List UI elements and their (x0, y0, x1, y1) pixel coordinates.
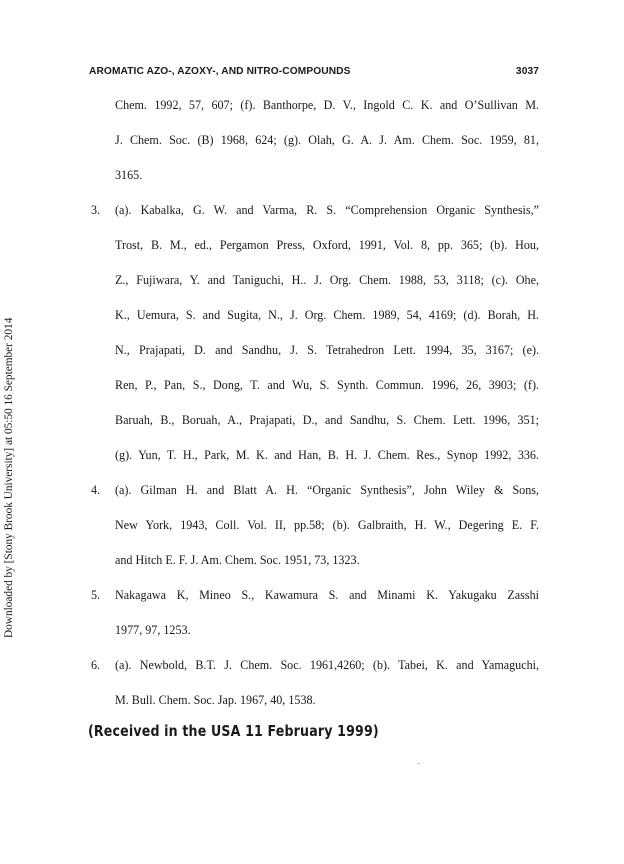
reference-line: 3165. (115, 168, 143, 182)
reference-line: New York, 1943, Coll. Vol. II, pp.58; (b). Galbraith, H. W., Degering E. F. (115, 518, 539, 532)
reference-line: Nakagawa K, Mineo S., Kawamura S. and Minami K. Yakugaku Zasshi (115, 588, 539, 602)
reference-number: 5. (91, 588, 101, 602)
reference-line: N., Prajapati, D. and Sandhu, J. S. Tetrahedron Lett. 1994, 35, 3167; (e). (115, 343, 539, 357)
download-notice (3, 246, 15, 638)
reference-number: 6. (91, 658, 101, 672)
reference-line: and Hitch E. F. J. Am. Chem. Soc. 1951, 73, 1323. (115, 553, 360, 567)
page-number: 3037 (515, 66, 539, 77)
reference-line: (a). Newbold, B.T. J. Chem. Soc. 1961,4260; (b). Tabei, K. and Yamaguchi, (115, 658, 539, 672)
reference-line: Ren, P., Pan, S., Dong, T. and Wu, S. Synth. Commun. 1996, 26, 3903; (f). (115, 378, 539, 392)
running-header (89, 66, 539, 82)
received-date: (Received in the USA 11 February 1999) (88, 722, 379, 740)
running-title: AROMATIC AZO-, AZOXY-, AND NITRO-COMPOUNDS (89, 66, 351, 77)
download-notice-text: Downloaded by [Stony Brook University] at 05:50 16 September 2014 (3, 317, 15, 638)
reference-line: M. Bull. Chem. Soc. Jap. 1967, 40, 1538. (115, 693, 316, 707)
reference-line: (g). Yun, T. H., Park, M. K. and Han, B. H. J. Chem. Res., Synop 1992, 336. (115, 448, 539, 462)
reference-line: Trost, B. M., ed., Pergamon Press, Oxford, 1991, Vol. 8, pp. 365; (b). Hou, (115, 238, 539, 252)
reference-line: K., Uemura, S. and Sugita, N., J. Org. Chem. 1989, 54, 4169; (d). Borah, H. (115, 308, 539, 322)
scan-speck (418, 763, 420, 764)
reference-number: 4. (91, 483, 101, 497)
reference-line: 1977, 97, 1253. (115, 623, 191, 637)
reference-line: Baruah, B., Boruah, A., Prajapati, D., and Sandhu, S. Chem. Lett. 1996, 351; (115, 413, 539, 427)
reference-line: J. Chem. Soc. (B) 1968, 624; (g). Olah, G. A. J. Am. Chem. Soc. 1959, 81, (115, 133, 539, 147)
reference-line: (a). Gilman H. and Blatt A. H. “Organic Synthesis”, John Wiley & Sons, (115, 483, 539, 497)
reference-number: 3. (91, 203, 101, 217)
reference-line: (a). Kabalka, G. W. and Varma, R. S. “Comprehension Organic Synthesis,” (115, 203, 539, 217)
reference-line: Chem. 1992, 57, 607; (f). Banthorpe, D. V., Ingold C. K. and O’Sullivan M. (115, 98, 539, 112)
reference-line: Z., Fujiwara, Y. and Taniguchi, H.. J. Org. Chem. 1988, 53, 3118; (c). Ohe, (115, 273, 539, 287)
